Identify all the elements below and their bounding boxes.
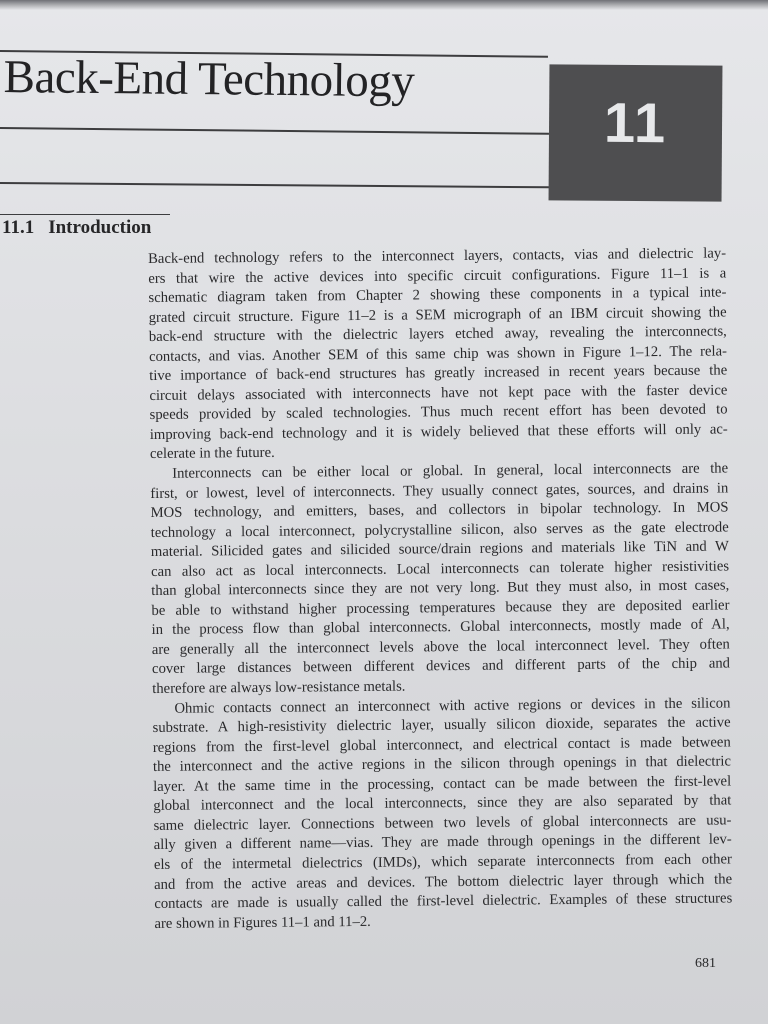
section-title: Introduction (48, 217, 152, 238)
chapter-number-box (549, 64, 723, 201)
text-line: ally given a different name—vias. They are made through openings in the different lev- (153, 831, 732, 854)
text-line: circuit delays associated with interconnects have not kept pace with the faster device (149, 382, 728, 404)
text-line: in the process flow than global interconnects. Global interconnects, mostly made of Al, (151, 616, 730, 639)
chapter-title: Back-End Technology (3, 50, 415, 108)
text-line: MOS technology, and emitters, bases, and collectors in bipolar technology. In MOS (150, 499, 729, 522)
text-line: els of the intermetal dielectrics (IMDs), which separate interconnects from each other (153, 851, 732, 873)
text-line: ers that wire the active devices into specific circuit configurations. Figure 11–1 is a (148, 264, 727, 287)
text-line: technology a local interconnect, polycrystalline silicon, also serves as the gate electrode (150, 519, 729, 541)
text-line: improving back-end technology and it is widely believed that these efforts will only ac- (149, 421, 728, 443)
section-heading (2, 217, 151, 239)
text-line: Ohmic contacts connect an interconnect with active regions or devices in the silicon (174, 695, 731, 717)
text-line: can also act as local interconnects. Local interconnects can tolerate higher resistivities (151, 558, 730, 580)
paragraph (150, 459, 730, 699)
text-line: the interconnect and the active regions in the silicon through openings in that dielectric (152, 753, 732, 776)
header-rule-middle (0, 127, 549, 134)
paragraph (152, 694, 732, 934)
page-top-shadow (0, 0, 768, 10)
text-line: are generally all the interconnect levels above the local interconnect level. They often (151, 636, 730, 658)
text-line: layer. At the same time in the processing, contact can be made between the first-level (153, 773, 732, 795)
chapter-number: 11 (603, 90, 668, 155)
text-line: are shown in Figures 11–1 and 11–2. (154, 913, 371, 932)
text-line: substrate. A high-resistivity dielectric layer, usually silicon dioxide, separates the active (152, 714, 731, 737)
section-number: 11.1 (2, 217, 35, 238)
text-line: regions from the first-level global interconnect, and electrical contact is made between (152, 734, 731, 756)
text-line: first, or lowest, level of interconnects. They usually connect gates, sources, and drains in (150, 480, 729, 502)
text-line: speeds provided by scaled technologies. Thus much recent effort has been devoted to (149, 401, 728, 424)
text-line: material. Silicided gates and silicided source/drain regions and materials like TiN and W (150, 538, 729, 561)
text-line: back-end structure with the dielectric layers etched away, revealing the interconnects, (148, 323, 727, 346)
page-number: 681 (695, 956, 716, 971)
paragraph (148, 244, 728, 465)
text-line: celerate in the future. (149, 445, 275, 463)
text-line: contacts are made is usually called the first-level dielectric. Examples of these structures (154, 890, 733, 913)
text-line: cover large distances between different devices and different parts of the chip and (151, 655, 731, 678)
text-line: Back-end technology refers to the interconnect layers, contacts, vias and dielectric lay- (148, 245, 727, 267)
section-rule (0, 214, 170, 215)
text-line: Interconnects can be either local or global. In general, local interconnects are the (172, 460, 729, 482)
text-line: same dielectric layer. Connections between two levels of global interconnects are usu- (153, 812, 732, 834)
text-line: therefore are always low-resistance metals. (152, 678, 406, 698)
text-line: contacts, and vias. Another SEM of this same chip was shown in Figure 1–12. The rela- (148, 343, 728, 365)
text-line: grated circuit structure. Figure 11–2 is a SEM micrograph of an IBM circuit showing the (148, 304, 727, 326)
text-line: tive importance of back-end structures has greatly increased in recent years because the (149, 362, 728, 385)
text-line: be able to withstand higher processing temperatures because they are deposited earlier (151, 597, 730, 619)
text-line: than global interconnects since they are not very long. But they must also, in most cases, (151, 577, 730, 600)
text-line: global interconnect and the local interconnects, since they are also separated by that (153, 792, 732, 815)
text-line: schematic diagram taken from Chapter 2 showing these components in a typical inte- (148, 284, 727, 307)
body-text (148, 244, 733, 934)
header-rule-bottom (0, 182, 549, 188)
text-line: and from the active areas and devices. The bottom dielectric layer through which the (154, 870, 733, 893)
